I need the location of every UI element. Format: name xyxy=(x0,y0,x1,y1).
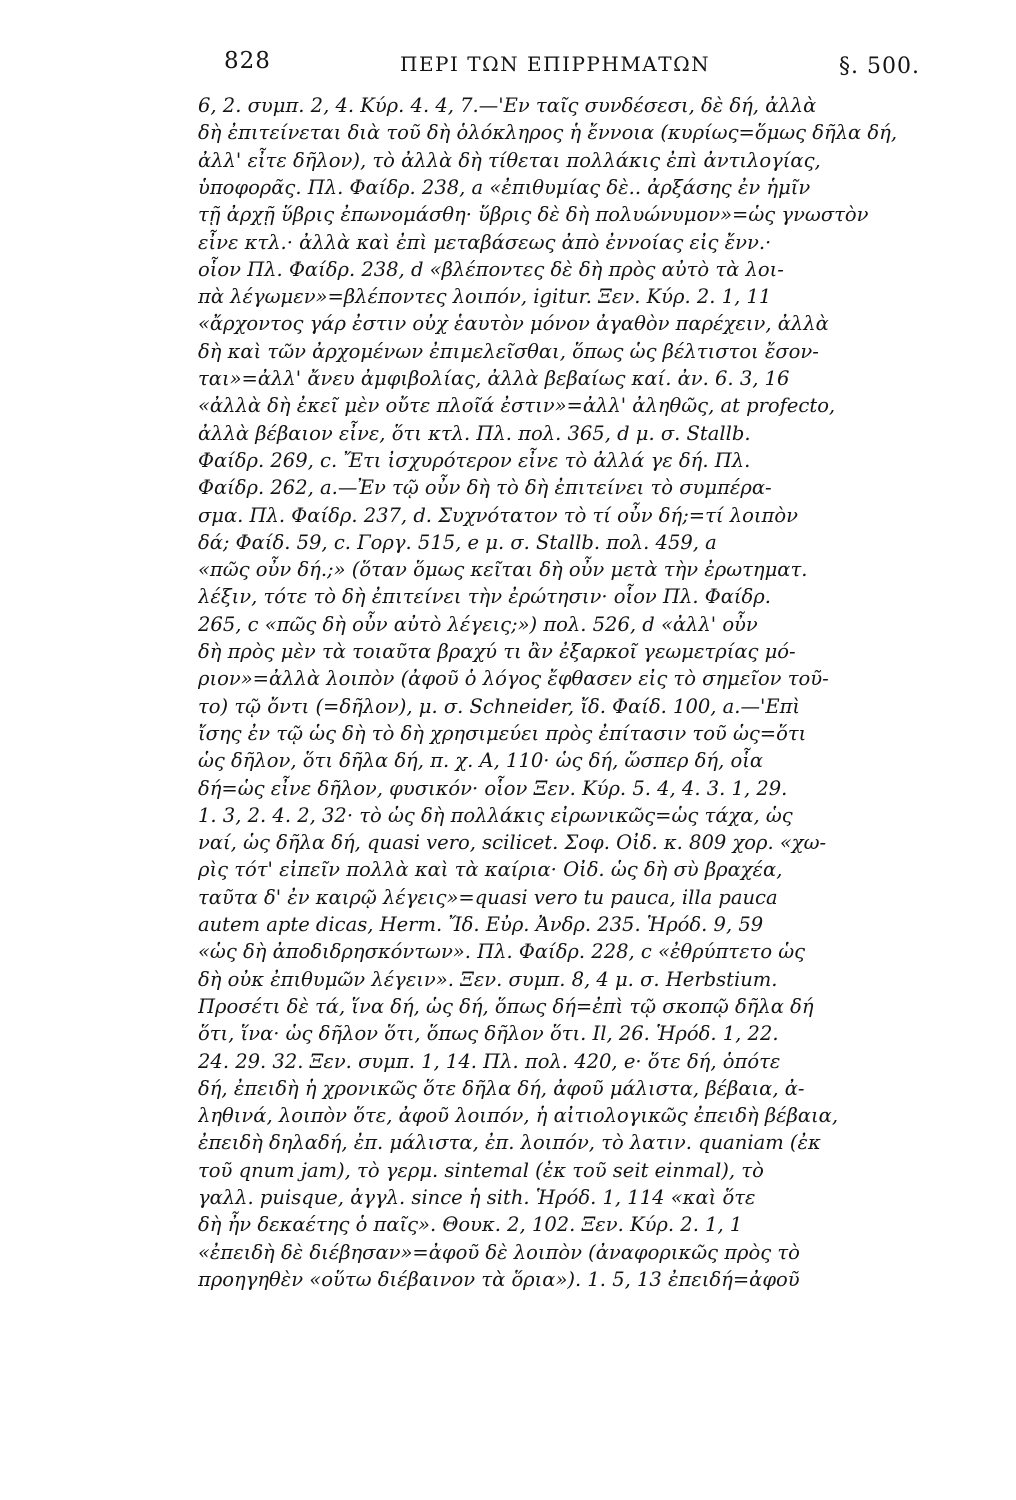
text-line: δή=ὡς εἶνε δῆλον, φυσικόν· οἷον Ξεν. Κύρ. 5. 4, 4. 3. 1, 29. xyxy=(198,777,788,800)
text-line: ριον»=ἀλλὰ λοιπὸν (ἀφοῦ ὁ λόγος ἔφθασεν εἰς τὸ σημεῖον τοῦ- xyxy=(198,667,829,690)
text-line: ἀλλὰ βέβαιον εἶνε, ὅτι κτλ. Πλ. πολ. 365, d μ. σ. Stallb. xyxy=(198,422,751,445)
text-line: «ἄρχοντος γάρ ἐστιν οὐχ ἑαυτὸν μόνον ἀγαθὸν παρέχειν, ἀλλὰ xyxy=(198,312,829,335)
text-line: δὴ ἐπιτείνεται διὰ τοῦ δὴ ὁλόκληρος ἡ ἔννοια (κυρίως=ὅμως δῆλα δή, xyxy=(198,121,898,144)
text-line: Προσέτι δὲ τά, ἵνα δή, ὡς δή, ὅπως δή=ἐπὶ τῷ σκοπῷ δῆλα δή xyxy=(198,995,814,1018)
text-line: Φαίδρ. 269, c. Ἔτι ἰσχυρότερον εἶνε τὸ ἀλλά γε δή. Πλ. xyxy=(198,449,751,472)
running-title: ΠΕΡΙ ΤΩΝ ΕΠΙΡΡΗΜΑΤΩΝ xyxy=(400,52,711,76)
text-line: γαλλ. puisque, ἀγγλ. since ἡ sith. Ἡρόδ. 1, 114 «καὶ ὅτε xyxy=(198,1186,756,1209)
text-line: ὅτι, ἵνα· ὡς δῆλον ὅτι, ὅπως δῆλον ὅτι. Il, 26. Ἡρόδ. 1, 22. xyxy=(198,1022,779,1045)
text-line: 24. 29. 32. Ξεν. συμπ. 1, 14. Πλ. πολ. 420, e· ὅτε δή, ὁπότε xyxy=(198,1050,781,1073)
text-line: προηγηθὲν «οὕτω διέβαινον τὰ ὅρια»). 1. 5, 13 ἐπειδή=ἀφοῦ xyxy=(198,1268,800,1291)
page-number: 828 xyxy=(224,48,271,74)
text-line: οἷον Πλ. Φαίδρ. 238, d «βλέποντες δὲ δὴ πρὸς αὐτὸ τὰ λοι- xyxy=(198,258,784,281)
text-line: Φαίδρ. 262, a.—Ἐν τῷ οὖν δὴ τὸ δὴ ἐπιτείνει τὸ συμπέρα- xyxy=(198,476,772,499)
text-line: «ἀλλὰ δὴ ἐκεῖ μὲν οὔτε πλοῖά ἐστιν»=ἀλλ' ἀληθῶς, at profecto, xyxy=(198,394,836,417)
text-line: 1. 3, 2. 4. 2, 32· τὸ ὡς δὴ πολλάκις εἰρωνικῶς=ὡς τάχα, ὡς xyxy=(198,804,793,827)
text-line: «ὡς δὴ ἀποδιδρησκόντων». Πλ. Φαίδρ. 228, c «ἐθρύπτετο ὡς xyxy=(198,940,806,963)
text-line: «πῶς οὖν δή.;» (ὅταν ὅμως κεῖται δὴ οὖν μετὰ τὴν ἐρωτηματ. xyxy=(198,558,808,581)
text-line: ναί, ὡς δῆλα δή, quasi vero, scilicet. Σοφ. Οἰδ. κ. 809 χορ. «χω- xyxy=(198,831,827,854)
text-line: ὑποφορᾶς. Πλ. Φαίδρ. 238, a «ἐπιθυμίας δὲ.. ἀρξάσης ἐν ἡμῖν xyxy=(198,176,811,199)
section-number: §. 500. xyxy=(839,54,920,79)
text-line: ταῦτα δ' ἐν καιρῷ λέγεις»=quasi vero tu pauca, illa pauca xyxy=(198,886,778,909)
text-line: δὴ καὶ τῶν ἀρχομένων ἐπιμελεῖσθαι, ὅπως ὡς βέλτιστοι ἔσον- xyxy=(198,340,819,363)
text-line: δὴ οὐκ ἐπιθυμῶν λέγειν». Ξεν. συμπ. 8, 4 μ. σ. Herbstium. xyxy=(198,968,778,991)
text-line: εἶνε κτλ.· ἀλλὰ καὶ ἐπὶ μεταβάσεως ἀπὸ ἐννοίας εἰς ἔνν.· xyxy=(198,231,772,254)
text-line: το) τῷ ὄντι (=δῆλον), μ. σ. Schneider, ἴδ. Φαίδ. 100, a.—'Επὶ xyxy=(198,695,801,718)
text-line: ἀλλ' εἶτε δῆλον), τὸ ἀλλὰ δὴ τίθεται πολλάκις ἐπὶ ἀντιλογίας, xyxy=(198,149,821,172)
text-line: 265, c «πῶς δὴ οὖν αὐτὸ λέγεις;») πολ. 526, d «ἀλλ' οὖν xyxy=(198,613,758,636)
text-line: ληθινά, λοιπὸν ὅτε, ἀφοῦ λοιπόν, ἡ αἰτιολογικῶς ἐπειδὴ βέβαια, xyxy=(198,1104,839,1127)
text-line: λέξιν, τότε τὸ δὴ ἐπιτείνει τὴν ἐρώτησιν· οἷον Πλ. Φαίδρ. xyxy=(198,585,771,608)
text-line: ἴσης ἐν τῷ ὡς δὴ τὸ δὴ χρησιμεύει πρὸς ἐπίτασιν τοῦ ὡς=ὅτι xyxy=(198,722,807,745)
running-head xyxy=(200,48,920,88)
body-text xyxy=(198,92,898,1472)
text-line: τῇ ἀρχῇ ὕβρις ἐπωνομάσθη· ὕβρις δὲ δὴ πολυώνυμον»=ὡς γνωστὸν xyxy=(198,203,869,226)
text-line: ἐπειδὴ δηλαδή, ἐπ. μάλιστα, ἐπ. λοιπόν, τὸ λατιν. quaniam (ἐκ xyxy=(198,1131,821,1154)
text-line: ται»=ἀλλ' ἄνευ ἀμφιβολίας, ἀλλὰ βεβαίως καί. ἀν. 6. 3, 16 xyxy=(198,367,790,390)
text-line: δὴ ἦν δεκαέτης ὁ παῖς». Θουκ. 2, 102. Ξεν. Κύρ. 2. 1, 1 xyxy=(198,1213,743,1236)
text-line: δὴ πρὸς μὲν τὰ τοιαῦτα βραχύ τι ἂν ἐξαρκοῖ γεωμετρίας μό- xyxy=(198,640,796,663)
text-line: τοῦ qnum jam), τὸ γερμ. sintemal (ἐκ τοῦ seit einmal), τὸ xyxy=(198,1159,764,1182)
text-line: πὰ λέγωμεν»=βλέποντες λοιπόν, igitur. Ξεν. Κύρ. 2. 1, 11 xyxy=(198,285,772,308)
text-line: ρὶς τότ' εἰπεῖν πολλὰ καὶ τὰ καίρια· Οἰδ. ὡς δὴ σὺ βραχέα, xyxy=(198,858,783,881)
text-line: δά; Φαίδ. 59, c. Γοργ. 515, e μ. σ. Stallb. πολ. 459, a xyxy=(198,531,717,554)
text-line: 6, 2. συμπ. 2, 4. Κύρ. 4. 4, 7.—'Εν ταῖς συνδέσεσι, δὲ δή, ἀλλὰ xyxy=(198,94,817,117)
text-line: ὡς δῆλον, ὅτι δῆλα δή, π. χ. A, 110· ὡς δή, ὥσπερ δή, οἷα xyxy=(198,749,764,772)
text-line: autem apte dicas, Herm. Ἴδ. Εὐρ. Ἀνδρ. 235. Ἡρόδ. 9, 59 xyxy=(198,913,764,936)
text-line: σμα. Πλ. Φαίδρ. 237, d. Συχνότατον τὸ τί οὖν δή;=τί λοιπὸν xyxy=(198,504,798,527)
text-line: δή, ἐπειδὴ ἡ χρονικῶς ὅτε δῆλα δή, ἀφοῦ μάλιστα, βέβαια, ἀ- xyxy=(198,1077,805,1100)
text-line: «ἐπειδὴ δὲ διέβησαν»=ἀφοῦ δὲ λοιπὸν (ἀναφορικῶς πρὸς τὸ xyxy=(198,1241,800,1264)
